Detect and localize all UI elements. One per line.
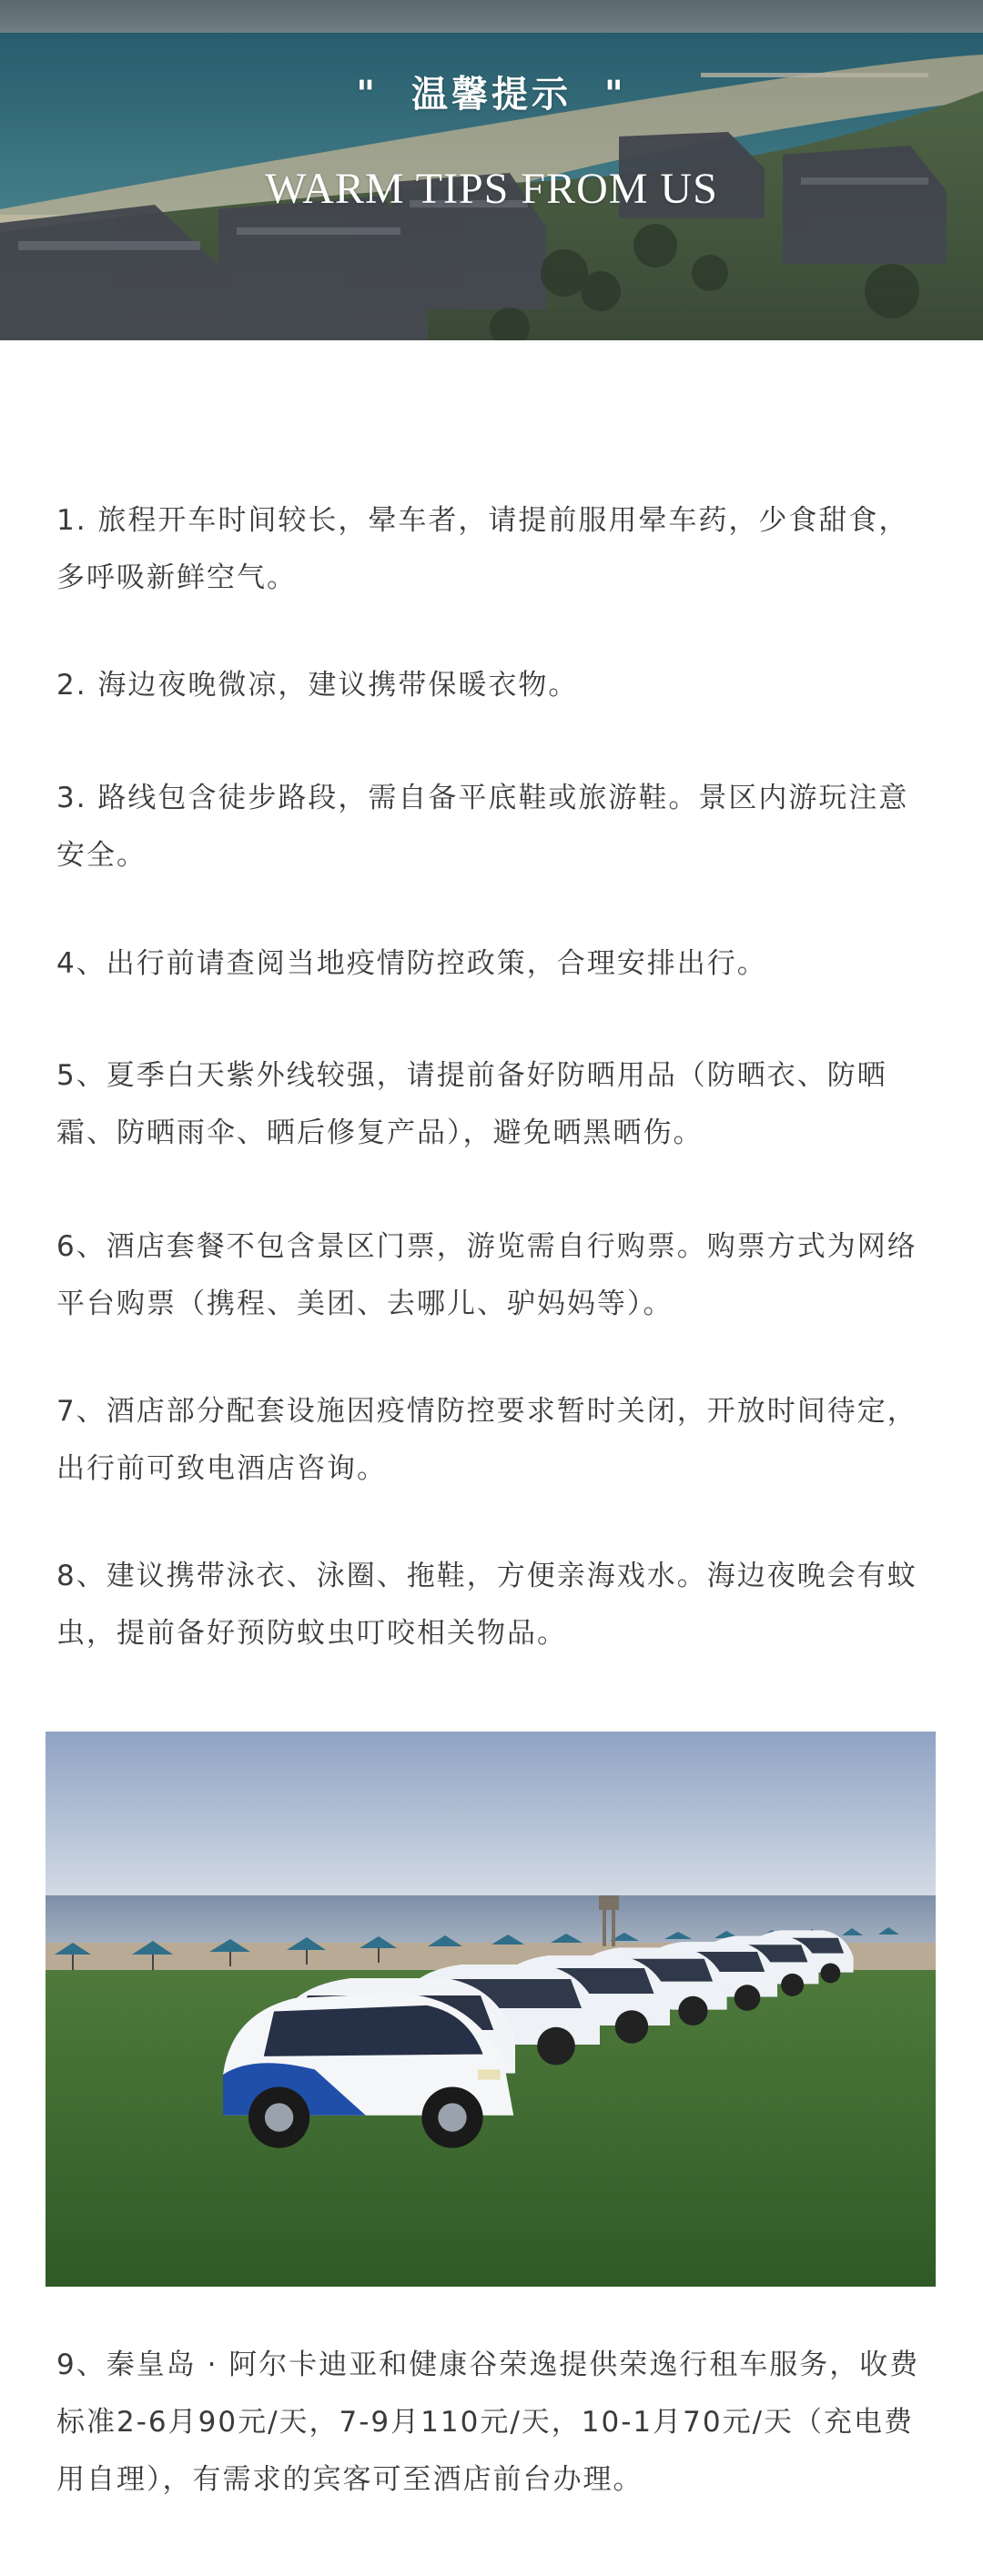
header-banner	[0, 0, 983, 340]
tip-5: 5、夏季白天紫外线较强，请提前备好防晒用品（防晒衣、防晒霜、防晒雨伞、晒后修复产品），避免晒黑晒伤。	[56, 1059, 887, 1149]
tip-7: 7、酒店部分配套设施因疫情防控要求暂时关闭，开放时间待定， 出行前可致电酒店咨询。	[56, 1395, 917, 1485]
tip-4: 4、出行前请查阅当地疫情防控政策，合理安排出行。	[56, 947, 767, 980]
rental-cars-photo	[46, 1732, 936, 2287]
tip-1: 1. 旅程开车时间较长，晕车者，请提前服用晕车药，少食甜食，多呼吸新鲜空气。	[56, 504, 909, 594]
tip-8: 8、建议携带泳衣、泳圈、拖鞋，方便亲海戏水。海边夜晚会有蚊虫，提前备好预防蚊虫叮咬相关物品。	[56, 1560, 917, 1650]
tip-6: 6、酒店套餐不包含景区门票，游览需自行购票。购票方式为网络平台购票（携程、美团、去哪儿、驴妈妈等）。	[56, 1230, 917, 1320]
tip-2: 2. 海边夜晚微凉，建议携带保暖衣物。	[56, 669, 579, 702]
tip-3: 3. 路线包含徒步路段，需自备平底鞋或旅游鞋。景区内游玩注意安全。	[56, 782, 909, 872]
electric-cars-beach-image	[46, 1732, 936, 2287]
banner-title: " 温馨提示 "	[356, 74, 627, 116]
tip-9: 9、秦皇岛 · 阿尔卡迪亚和健康谷荣逸提供荣逸行租车服务，收费标准2-6月90元/天，7-9月110元/天，10-1月70元/天（充电费用自理），有需求的宾客可至酒店前台办理。	[56, 2349, 920, 2496]
banner-subtitle: WARM TIPS FROM US	[265, 165, 718, 213]
